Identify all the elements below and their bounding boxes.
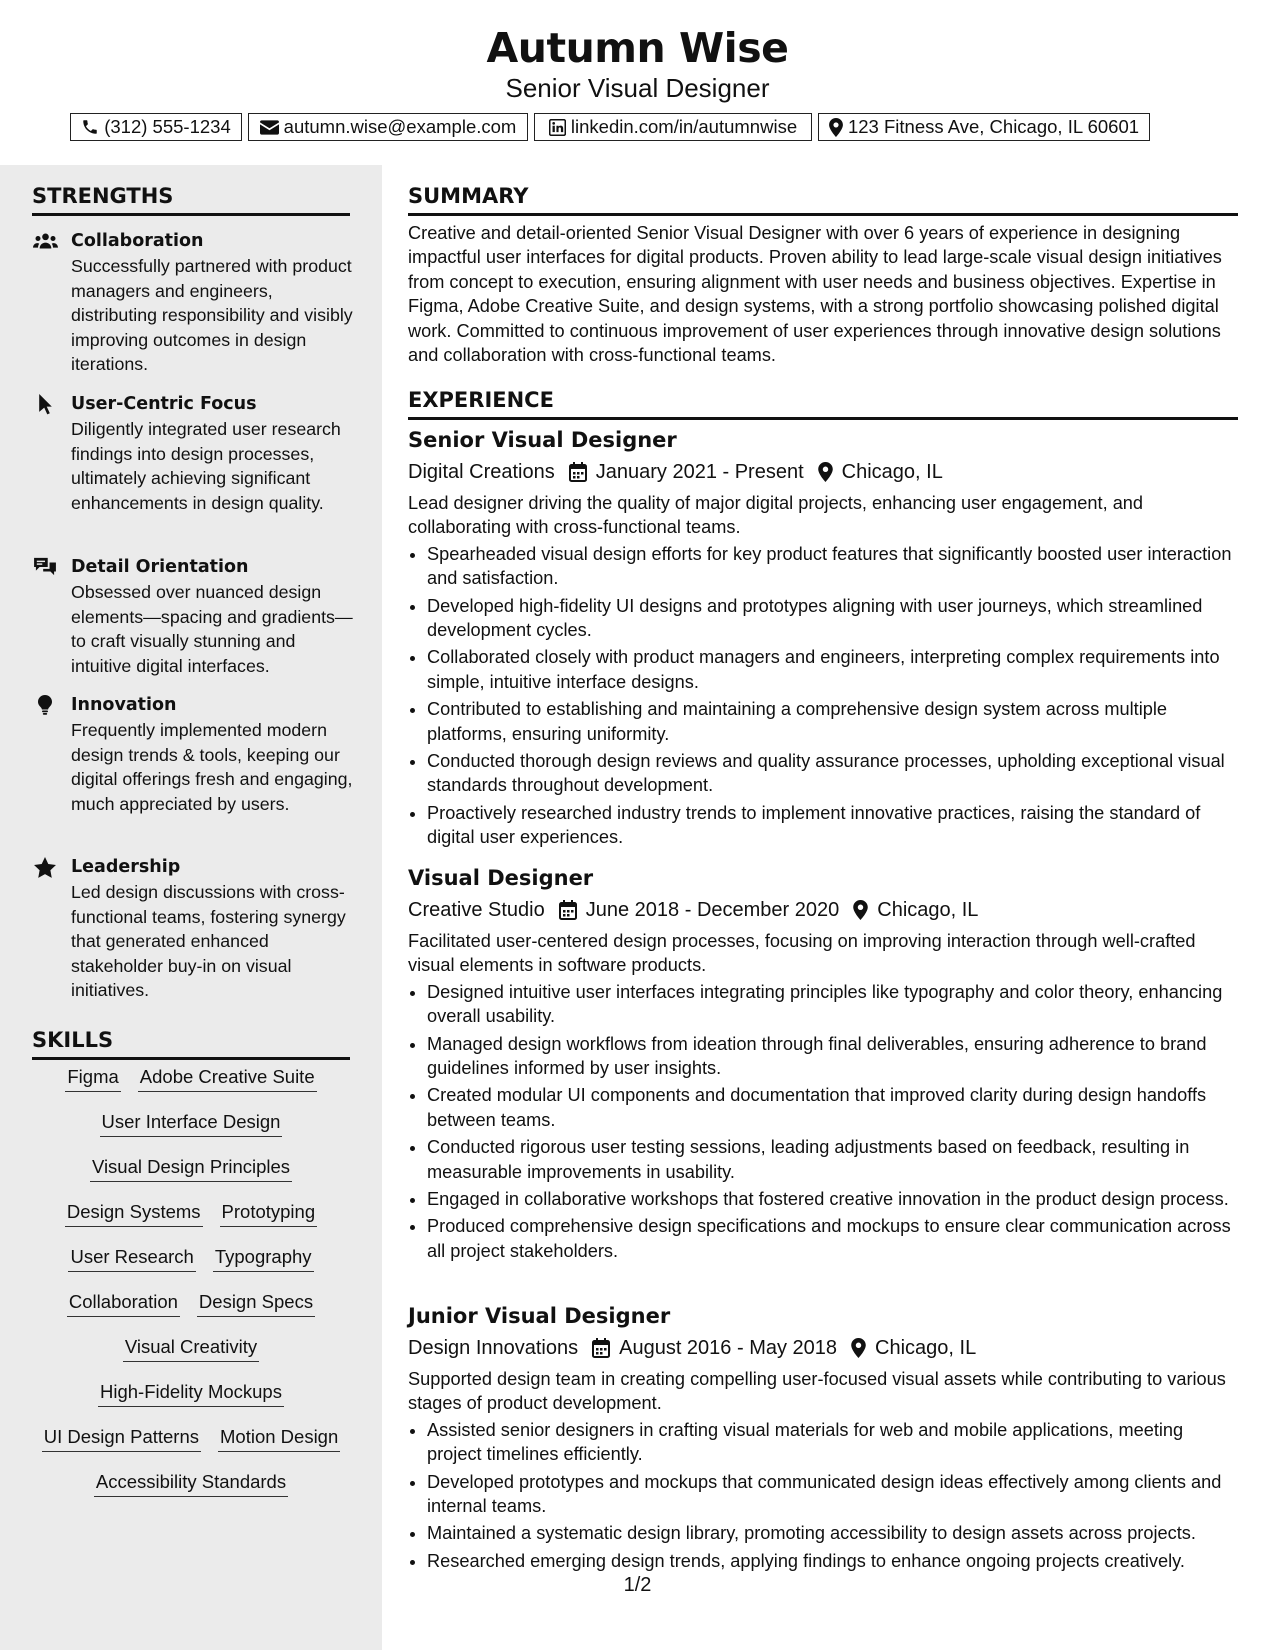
phone-icon [81, 118, 99, 136]
job-meta [408, 894, 1238, 926]
strength-item-leadership [32, 854, 354, 1003]
strength-title: Leadership [71, 857, 181, 877]
job-bullet: • Spearheaded visual design efforts for key product features that significantly boosted user interaction and satisfaction. [427, 542, 1238, 591]
strength-title: User-Centric Focus [71, 394, 257, 414]
skill-row [32, 1199, 350, 1244]
page-number: 1/2 [623, 1574, 652, 1596]
job-company: Design Innovations [408, 1337, 579, 1359]
contact-email-text: autumn.wise@example.com [283, 116, 517, 137]
skill-row [32, 1469, 350, 1514]
job-bullets [408, 542, 1238, 850]
chat-bubbles-icon [32, 556, 58, 578]
strength-item-innovation [32, 692, 354, 816]
strength-description: Led design discussions with cross-functional teams, fostering synergy that generated enhanced stakeholder buy-in on visual initiatives. [71, 882, 346, 1000]
job-summary: Lead designer driving the quality of major digital projects, enhancing user engagement, and collaborating with cross-functional teams. [408, 493, 1144, 538]
job-dates: January 2021 - Present [595, 461, 804, 483]
contact-email[interactable] [248, 113, 528, 141]
skill-row [32, 1334, 350, 1379]
skill-row [32, 1154, 350, 1199]
mouse-pointer-icon [32, 393, 58, 415]
envelope-icon [260, 120, 279, 135]
skill-tag: User Interface Design [100, 1109, 283, 1137]
summary-text: Creative and detail-oriented Senior Visual Designer with over 6 years of experience in designing impactful user interfaces for digital products. Proven ability to lead large-scale visual design initiatives from concept to execution, ensuring alignment with user needs and business objectives. Expertise in Figma, Adobe Creative Suite, and design systems, with a strong portfolio showcasing polished digital work. Committed to continuous improvement of user experiences through innovative design solutions and collaboration with cross-functional teams. [408, 223, 1222, 366]
skill-tag: Visual Design Principles [90, 1154, 292, 1182]
strength-item-detail-orientation [32, 554, 354, 678]
strengths-heading: STRENGTHS [32, 181, 350, 216]
skill-tag: High-Fidelity Mockups [98, 1379, 284, 1407]
skill-tag: Collaboration [67, 1289, 180, 1317]
linkedin-icon [549, 119, 566, 136]
calendar-icon [569, 462, 587, 482]
summary-heading: SUMMARY [408, 181, 1238, 216]
map-pin-icon [818, 462, 833, 482]
strength-title: Detail Orientation [71, 557, 249, 577]
skill-row [32, 1424, 350, 1469]
skill-tag: Design Specs [197, 1289, 315, 1317]
job-title: Junior Visual Designer [408, 1304, 671, 1328]
skill-tag: Motion Design [218, 1424, 340, 1452]
strength-description: Diligently integrated user research findings into design processes, ultimately achieving significant enhancements in design quality. [71, 419, 341, 513]
job-bullet: • Collaborated closely with product managers and engineers, interpreting complex requirements into simple, intuitive interface designs. [427, 645, 1238, 694]
contact-phone-text: (312) 555-1234 [104, 116, 231, 137]
strength-description: Successfully partnered with product managers and engineers, distributing responsibility and visibly improving outcomes in design iterations. [71, 256, 353, 374]
users-icon [32, 230, 58, 252]
job-summary: Supported design team in creating compelling user-focused visual assets while contributing to various stages of product development. [408, 1369, 1226, 1414]
skill-row [32, 1379, 350, 1424]
strength-title: Collaboration [71, 231, 204, 251]
resume-header [0, 22, 1275, 104]
skill-tag: Design Systems [65, 1199, 203, 1227]
job-bullet: • Conducted rigorous user testing sessions, leading adjustments based on feedback, resulting in measurable improvements in usability. [427, 1135, 1238, 1184]
strength-description: Obsessed over nuanced design elements—spacing and gradients—to craft visually stunning and intuitive digital interfaces. [71, 582, 353, 676]
experience-heading: EXPERIENCE [408, 385, 1238, 420]
skill-tag: UI Design Patterns [42, 1424, 201, 1452]
calendar-icon [592, 1338, 610, 1358]
job-bullet: • Proactively researched industry trends to implement innovative practices, raising the standard of digital user experiences. [427, 801, 1238, 850]
job-bullet: • Produced comprehensive design specifications and mockups to ensure clear communication across all project stakeholders. [427, 1214, 1238, 1263]
skill-row [32, 1289, 350, 1334]
job-summary: Facilitated user-centered design processes, focusing on improving interaction through well-crafted visual elements in software products. [408, 931, 1196, 976]
contact-address [818, 113, 1150, 141]
job-meta [408, 456, 1238, 488]
skill-row [32, 1244, 350, 1289]
skill-row [32, 1109, 350, 1154]
job-bullet: • Contributed to establishing and maintaining a comprehensive design system across multiple platforms, ensuring uniformity. [427, 697, 1238, 746]
job-bullets [408, 1418, 1238, 1573]
contact-linkedin-text: linkedin.com/in/autumnwise [570, 116, 798, 137]
job-company: Digital Creations [408, 461, 555, 483]
job-location: Chicago, IL [875, 1337, 977, 1359]
skill-tag: Adobe Creative Suite [138, 1064, 317, 1092]
contact-linkedin[interactable] [534, 113, 812, 141]
job-bullet: • Developed prototypes and mockups that communicated design ideas effectively among clients and internal teams. [427, 1470, 1238, 1519]
skill-tag: Visual Creativity [123, 1334, 259, 1362]
job-entry [408, 863, 1238, 1266]
strength-description: Frequently implemented modern design trends & tools, keeping our digital offerings fresh and engaging, much appreciated by users. [71, 720, 353, 814]
job-location: Chicago, IL [877, 899, 979, 921]
candidate-title: Senior Visual Designer [505, 73, 770, 103]
job-title: Senior Visual Designer [408, 428, 677, 452]
map-pin-icon [829, 118, 843, 137]
strength-title: Innovation [71, 695, 177, 715]
job-company: Creative Studio [408, 899, 545, 921]
job-bullet: • Researched emerging design trends, applying findings to enhance ongoing projects creatively. [427, 1549, 1238, 1573]
strength-item-user-centric-focus [32, 391, 354, 515]
job-bullet: • Developed high-fidelity UI designs and prototypes aligning with user journeys, which streamlined development cycles. [427, 594, 1238, 643]
job-bullet: • Created modular UI components and documentation that improved clarity during design handoffs between teams. [427, 1083, 1238, 1132]
candidate-name: Autumn Wise [486, 24, 789, 72]
map-pin-icon [853, 900, 868, 920]
calendar-icon [559, 900, 577, 920]
skill-tag: Typography [213, 1244, 314, 1272]
job-location: Chicago, IL [841, 461, 943, 483]
job-bullet: • Engaged in collaborative workshops that fostered creative innovation in the product design process. [427, 1187, 1238, 1211]
contact-address-text: 123 Fitness Ave, Chicago, IL 60601 [847, 116, 1140, 137]
strength-item-collaboration [32, 228, 354, 377]
job-meta [408, 1332, 1238, 1364]
skill-tag: User Research [68, 1244, 195, 1272]
job-dates: June 2018 - December 2020 [585, 899, 840, 921]
skill-tag: Figma [65, 1064, 120, 1092]
job-bullet: • Designed intuitive user interfaces integrating principles like typography and color theory, enhancing overall usability. [427, 980, 1238, 1029]
job-bullet: • Conducted thorough design reviews and quality assurance processes, upholding exceptional visual standards throughout development. [427, 749, 1238, 798]
job-bullets [408, 980, 1238, 1263]
map-pin-icon [851, 1338, 866, 1358]
job-bullet: • Managed design workflows from ideation through final deliverables, ensuring adherence to brand guidelines informed by user insights. [427, 1032, 1238, 1081]
skills-list [32, 1064, 350, 1514]
job-dates: August 2016 - May 2018 [619, 1337, 838, 1359]
job-bullet: • Assisted senior designers in crafting visual materials for web and mobile applications, meeting project timelines efficiently. [427, 1418, 1238, 1467]
job-title: Visual Designer [408, 866, 594, 890]
skills-heading: SKILLS [32, 1025, 350, 1060]
job-entry [408, 425, 1238, 853]
skill-tag: Prototyping [220, 1199, 318, 1227]
lightbulb-icon [32, 694, 58, 716]
contact-phone[interactable] [70, 113, 242, 141]
skill-row [32, 1064, 350, 1109]
star-icon [32, 856, 58, 878]
job-bullet: • Maintained a systematic design library, promoting accessibility to design assets across projects. [427, 1521, 1238, 1545]
job-entry [408, 1301, 1238, 1576]
skill-tag: Accessibility Standards [94, 1469, 288, 1497]
